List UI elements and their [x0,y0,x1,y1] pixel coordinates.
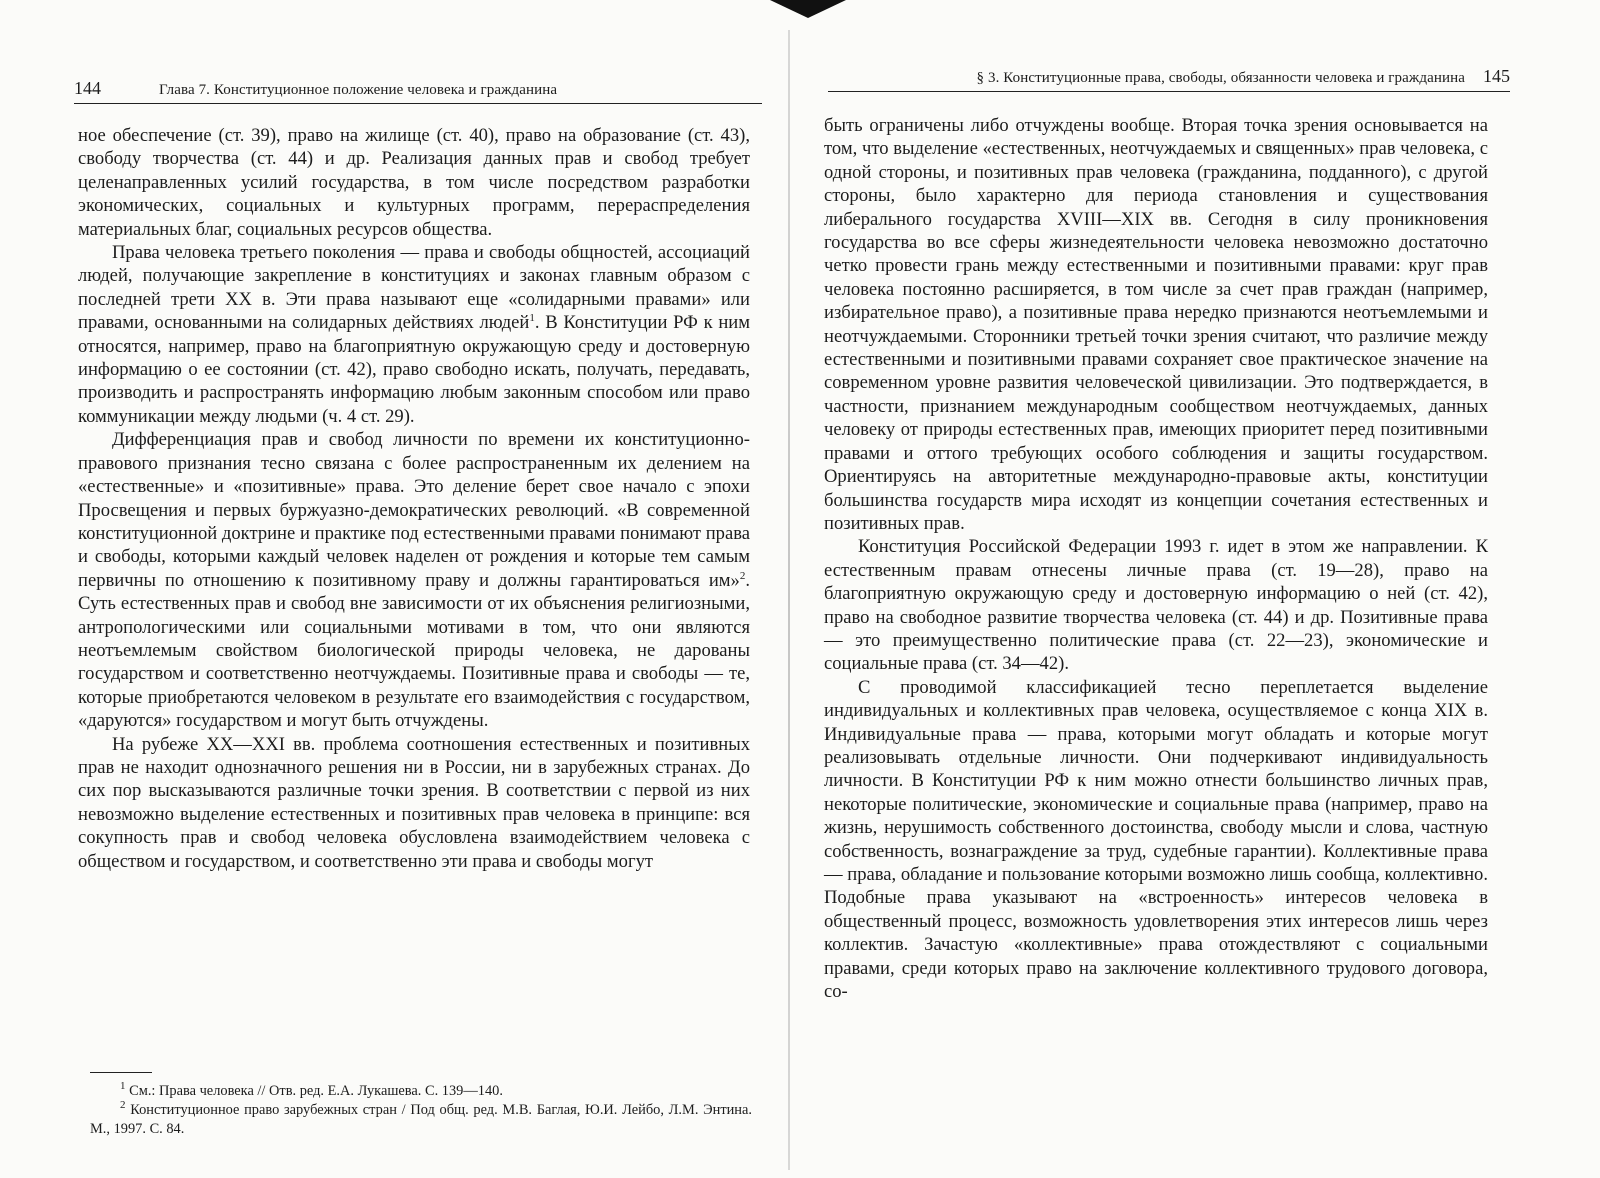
footnote-mark: 1 [529,312,535,325]
footnote [90,1082,752,1101]
paragraph: быть ограничены либо отчуждены вообще. Вторая точка зрения основывается на том, что выделение «естественных, неотчуждаемых и священных» прав человека, с одной стороны, и позитивных прав человека (гражданина, подданного), с другой стороны, было характерно для периода становления и существования либерального государства XVIII—XIX вв. Сегодня в силу проникновения государства во все сферы жизнедеятельности человека невозможно достаточно четко провести грань между естественными и позитивными правами: круг прав человека постоянно расширяется, в том числе за счет прав граждан (например, избирательное право), а позитивные права нередко признаются неотъемлемыми и неотчуждаемыми. Сторонники третьей точки зрения считают, что различие между естественными и позитивными правами сохраняет свое практическое значение на современном уровне развития человеческой цивилизации. Это подтверждается, в частности, признанием международным сообществом неотчуждаемых, данных человеку от природы естественных прав, имеющих приоритет перед позитивными правами и оттого требующих особого соблюдения и защиты государством. Ориентируясь на авторитетные международно-правовые акты, конституции большинства государств мира исходят из концепции сочетания естественных и позитивных прав. [824,115,1488,534]
left-page [0,0,790,1178]
left-page-header [74,78,762,104]
paragraph-text: Дифференциация прав и свобод личности по времени их конституционно-правового признания тесно связана с более распространенным их делением на «естественные» и «позитивные» права. Это деление берет свое начало с эпохи Просвещения и первых буржуазно-демократических революций. «В современной конституционной доктрине и практике под естественными правами понимают права и свободы, которыми каждый человек наделен от рождения и которые тем самым первичны по отношению к позитивному праву и должны гарантироваться им» [78,429,750,591]
right-page-header [828,66,1510,92]
paragraph: Конституция Российской Федерации 1993 г. идет в этом же направлении. К естественным правам отнесены личные права (ст. 19—28), право на благоприятную окружающую среду и достоверную информацию о ней (ст. 42), право на свободное развитие творчества человека (ст. 44) и др. Позитивные права — это преимущественно политические права (ст. 22—23), экономические и социальные права (ст. 34—42). [824,536,1488,675]
footnote-text: См.: Права человека // Отв. ред. Е.А. Лукашева. С. 139—140. [129,1083,503,1099]
running-head: Глава 7. Конституционное положение человека и гражданина [159,82,558,98]
paragraph-text: Права человека третьего поколения — права и свободы общностей, ассоциаций людей, получающие закрепление в конституциях и законах главным образом с последней трети XX в. Эти права называют еще «солидарными правами» или правами, основанными на солидарных действиях людей [78,242,750,334]
left-page-body [78,124,750,873]
footnote-text: Конституционное право зарубежных стран / Под общ. ред. М.В. Баглая, Ю.И. Лейбо, Л.М. Энтина. М., 1997. С. 84. [90,1102,752,1137]
paragraph [78,241,750,428]
paragraph: ное обеспечение (ст. 39), право на жилище (ст. 40), право на образование (ст. 43), свободу творчества (ст. 44) и др. Реализация данных прав и свобод требует целенаправленных усилий государства, в том числе посредством разработки экономических, социальных и культурных программ, перераспределения материальных благ, социальных ресурсов общества. [78,125,750,240]
footnotes [90,1082,752,1139]
footnote [90,1101,752,1139]
footnote-mark: 2 [739,569,746,582]
paragraph: С проводимой классификацией тесно переплетается выделение индивидуальных и коллективных прав человека, осуществляемое с конца XIX в. Индивидуальные права — права, которыми могут обладать и которые могут реализовывать отдельные личности. Они подчеркивают индивидуальность личности. В Конституции РФ к ним можно отнести большинство личных прав, некоторые политические, экономические и социальные права (например, право на жизнь, нерушимость собственного достоинства, свободу мысли и слова, частную собственность, вознаграждение за труд, судебные гарантии). Коллективные права — права, обладание и пользование которыми возможно лишь сообща, коллективно. Подобные права указывают на «встроенность» интересов человека в общественный процесс, возможность удовлетворения этих интересов лишь через коллектив. Зачастую «коллективные» права отождествляют с социальными правами, среди которых право на заключение коллективного трудового договора, со- [824,676,1488,1003]
footnote-rule [90,1072,152,1073]
page-number: 144 [74,78,101,98]
running-head: § 3. Конституционные права, свободы, обязанности человека и гражданина [976,70,1465,86]
right-page-body [824,114,1488,1003]
paragraph-text: . В Конституции РФ к ним относятся, например, право на благоприятную окружающую среду и достоверную информацию о ее состоянии (ст. 42), право свободно искать, получать, передавать, производить и распространять информацию любым законным способом или право коммуникации между людьми (ч. 4 ст. 29). [78,312,750,427]
paragraph: На рубеже XX—XXI вв. проблема соотношения естественных и позитивных прав не находит однозначного решения ни в России, ни в зарубежных странах. До сих пор высказываются различные точки зрения. В соответствии с первой из них невозможно выделение естественных и позитивных прав человека в принципе: вся сокупность прав и свобод человека обусловлена взаимодействием человека с обществом и государством, и соответственно эти права и свободы могут [78,733,750,872]
paragraph-text: . Суть естественных прав и свобод вне зависимости от их объяснения религиозными, антропологическими или социальными мотивами в том, что они являются неотъемлемым свойством биологической природы человека, не дарованы государством и соответственно неотчуждаемы. Позитивные права и свободы — те, которые приобретаются человеком в результате его взаимодействия с государством, «даруются» государством и могут быть отчуждены. [78,569,750,732]
footnote-number: 1 [120,1080,126,1093]
page-number: 145 [1483,66,1510,86]
footnote-number: 2 [120,1099,126,1112]
paragraph [78,428,750,732]
right-page [790,0,1600,1178]
